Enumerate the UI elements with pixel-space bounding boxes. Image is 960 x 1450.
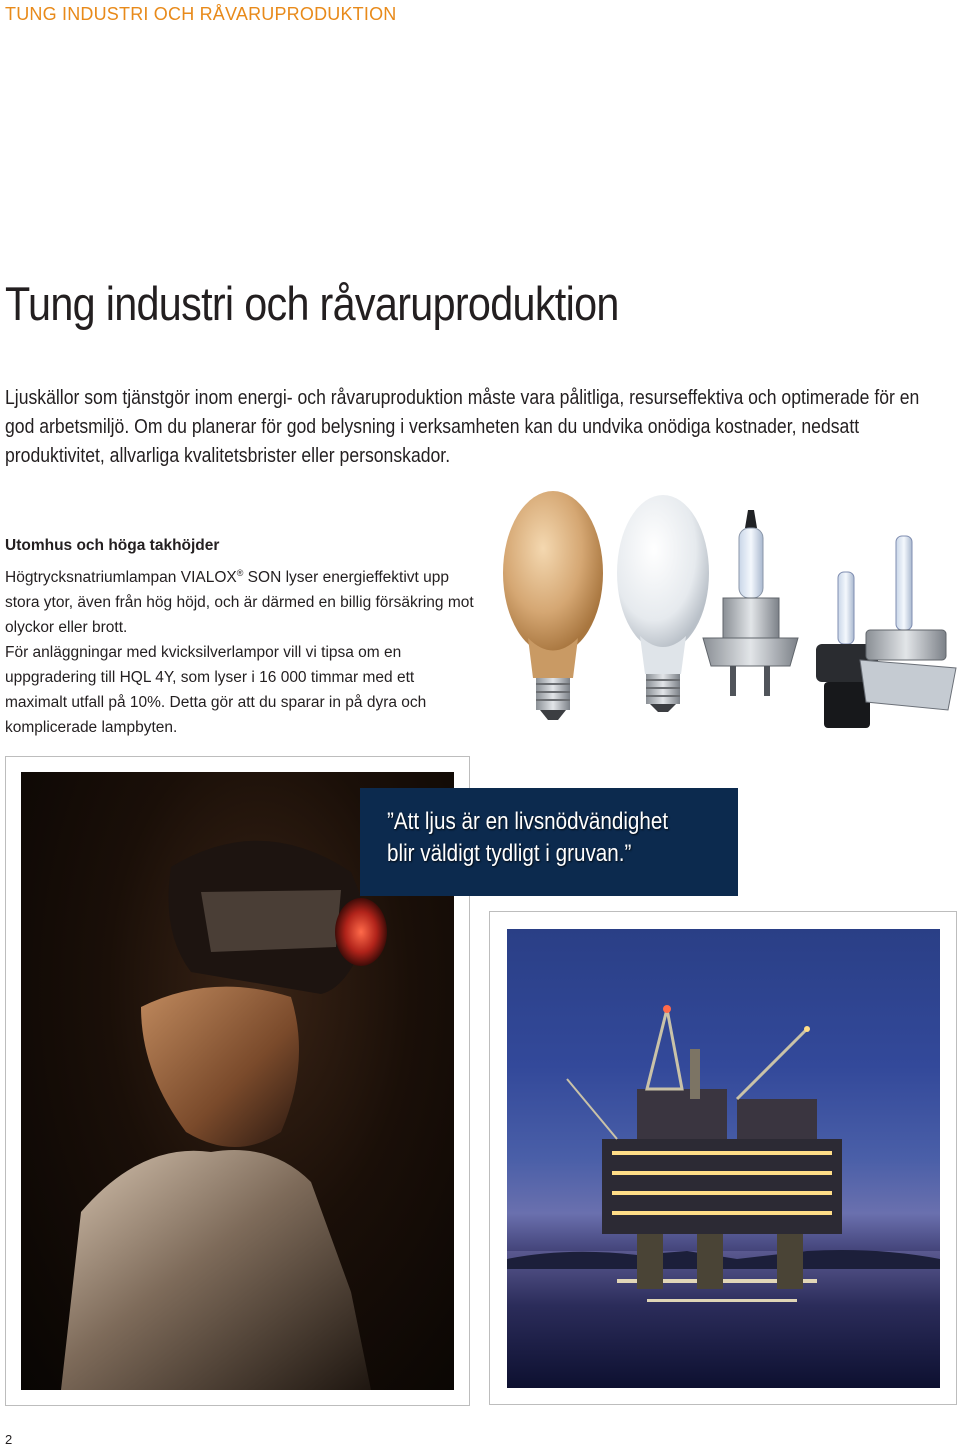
quote-line-1: ”Att ljus är en livsnödvändighet — [387, 808, 669, 835]
section-paragraph-1: Högtrycksnatriumlampan VIALOX® SON lyser energieffektivt upp stora ytor, även från hög höjd, och är därmed en billig försäkring mot olyckor eller brott. — [5, 568, 474, 637]
quote-line-2: blir väldigt tydligt i gruvan.” — [387, 840, 632, 867]
amber-bulb — [503, 491, 603, 720]
section-paragraph-2: För anläggningar med kvicksilverlampor vill vi tipsa om en uppgradering till HQL 4Y, som lyser i 16 000 timmar med ett maximalt utfall på 10%. Detta gör att du sparar in på dyra och komplicerade lampbyten. — [5, 644, 427, 737]
frosted-bulb — [617, 495, 709, 712]
page-number: 2 — [5, 1432, 13, 1447]
intro-paragraph: Ljuskällor som tjänstgör inom energi- och råvaruproduktion måste vara pålitliga, resurseffektiva och optimerade för en god arbetsmiljö. Om du planerar för god belysning i verksamheten kan du undvika onödiga kostnader, nedsatt produktivitet, allvarliga kvalitetsbrister eller personskador. — [5, 387, 920, 467]
halogen-lamp — [703, 510, 798, 696]
oil-rig-photo — [507, 929, 940, 1388]
section-heading: Utomhus och höga takhöjder — [5, 537, 220, 554]
registered-mark: ® — [236, 568, 244, 578]
page-title: Tung industri och råvaruproduktion — [5, 277, 619, 330]
oil-rig-illustration — [507, 929, 940, 1388]
section-body — [5, 561, 475, 740]
quote-box — [360, 788, 738, 896]
section-outdoor — [5, 536, 475, 740]
running-head: TUNG INDUSTRI OCH RÅVARUPRODUKTION — [5, 4, 397, 24]
xenon-lamp-large — [860, 536, 956, 710]
lamps-product-photo — [498, 488, 960, 738]
oil-rig-photo-frame — [489, 911, 957, 1405]
